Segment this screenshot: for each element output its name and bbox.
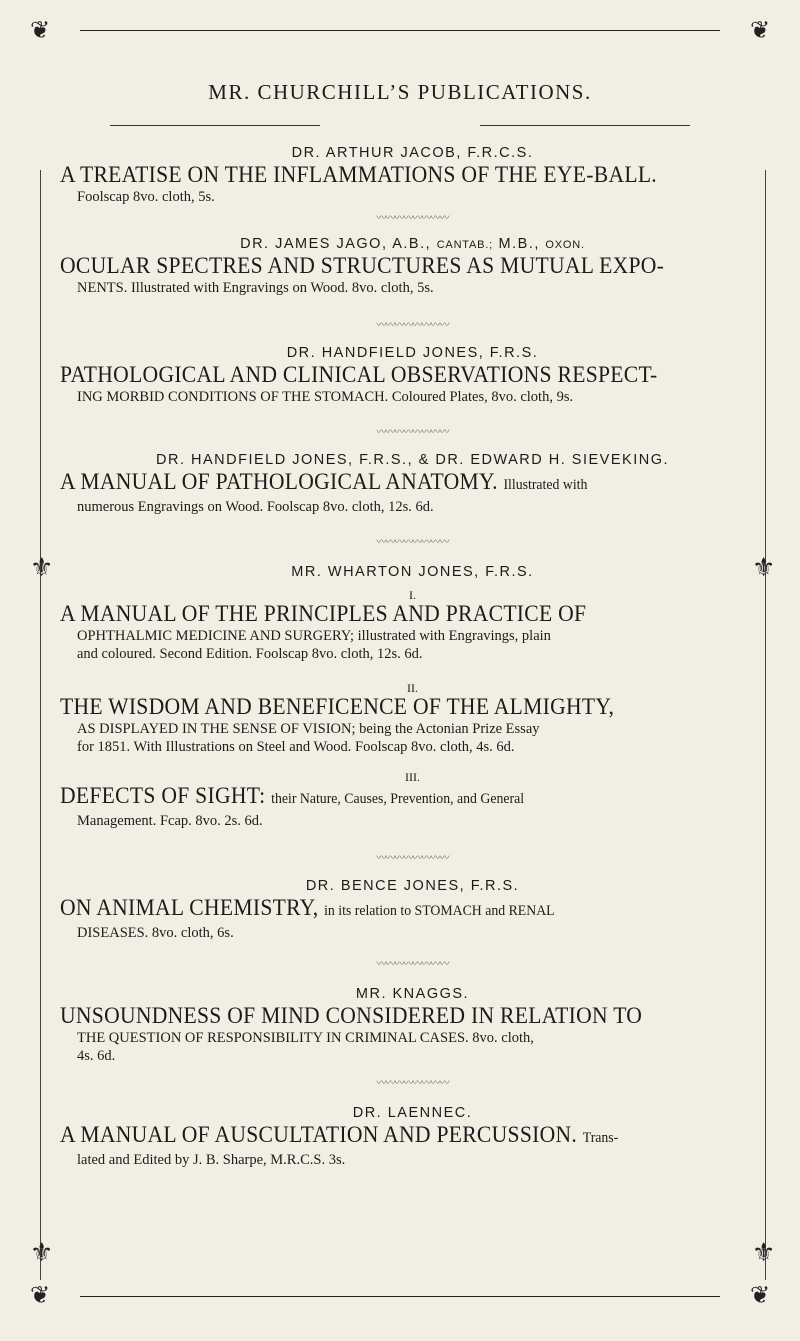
author-heading: MR. WHARTON JONES, F.R.S. <box>291 564 534 580</box>
book-title: THE WISDOM AND BENEFICENCE OF THE ALMIGHTY, <box>60 694 615 720</box>
book-title: OCULAR SPECTRES AND STRUCTURES AS MUTUAL EXPO- <box>60 253 665 279</box>
book-title <box>60 896 709 924</box>
catalogue-list <box>60 145 765 1169</box>
separator-ornament: 〰〰〰〰〰〰〰〰 <box>376 320 449 331</box>
book-title-rest: Trans- <box>582 1130 619 1146</box>
separator-ornament: 〰〰〰〰〰〰〰〰 <box>376 853 449 864</box>
book-details: AS DISPLAYED IN THE SENSE OF VISION; being the Actonian Prize Essay <box>77 721 540 737</box>
book-details: lated and Edited by J. B. Sharpe, M.R.C.S. 3s. <box>77 1152 346 1168</box>
book-details: THE QUESTION OF RESPONSIBILITY IN CRIMINAL CASES. 8vo. cloth, <box>77 1030 534 1046</box>
book-details: ING MORBID CONDITIONS OF THE STOMACH. Coloured Plates, 8vo. cloth, 9s. <box>77 389 574 405</box>
author-heading: DR. HANDFIELD JONES, F.R.S. <box>286 345 539 361</box>
bottom-right-flourish: ❦ <box>750 1281 771 1309</box>
book-details: 4s. 6d. <box>77 1048 116 1064</box>
separator-ornament: 〰〰〰〰〰〰〰〰 <box>376 537 449 548</box>
book-title: A TREATISE ON THE INFLAMMATIONS OF THE EYE-BALL. <box>60 162 657 188</box>
separator-ornament: 〰〰〰〰〰〰〰〰 <box>376 427 449 438</box>
right-mid-flourish: ⚜ <box>752 553 776 583</box>
book-title-rest: Illustrated with <box>503 477 588 493</box>
book-title: A MANUAL OF THE PRINCIPLES AND PRACTICE OF <box>60 601 587 627</box>
author-heading: DR. LAENNEC. <box>352 1105 473 1121</box>
top-left-flourish: ❦ <box>30 16 51 44</box>
separator-ornament: 〰〰〰〰〰〰〰〰 <box>376 1078 449 1089</box>
author-name: DR. JAMES JAGO, A.B., <box>240 236 432 252</box>
bottom-border-rule <box>80 1296 720 1297</box>
book-title-main: DEFECTS OF SIGHT: <box>60 783 266 809</box>
separator-ornament: 〰〰〰〰〰〰〰〰 <box>376 213 449 224</box>
book-details: OPHTHALMIC MEDICINE AND SURGERY; illustrated with Engravings, plain <box>77 628 551 644</box>
book-details: for 1851. With Illustrations on Steel and Wood. Foolscap 8vo. cloth, 4s. 6d. <box>77 739 515 755</box>
right-border-line <box>765 170 766 1280</box>
book-title: UNSOUNDNESS OF MIND CONSIDERED IN RELATION TO <box>60 1003 643 1029</box>
book-details: Management. Fcap. 8vo. 2s. 6d. <box>77 813 263 829</box>
book-details: numerous Engravings on Wood. Foolscap 8vo. cloth, 12s. 6d. <box>77 499 434 515</box>
page-header: MR. CHURCHILL’S PUBLICATIONS. <box>208 80 592 104</box>
author-degree: OXON. <box>545 239 585 251</box>
entry-laennec <box>60 1105 765 1169</box>
author-heading: DR. ARTHUR JACOB, F.R.C.S. <box>291 145 534 161</box>
entry-jago <box>60 236 765 333</box>
book-title-main: A MANUAL OF PATHOLOGICAL ANATOMY. <box>60 469 498 495</box>
top-border-rule <box>80 30 720 31</box>
bottom-left-flourish: ❦ <box>30 1281 51 1309</box>
book-title-rest: in its relation to STOMACH and RENAL <box>324 903 555 919</box>
book-details: DISEASES. 8vo. cloth, 6s. <box>77 925 234 941</box>
left-mid-flourish: ⚜ <box>30 553 54 583</box>
numeral: I. <box>409 588 416 602</box>
book-details: NENTS. Illustrated with Engravings on Wood. 8vo. cloth, 5s. <box>77 280 434 296</box>
header-rule-right <box>480 125 690 126</box>
entry-handfield-jones <box>60 345 765 440</box>
entry-jacob <box>60 145 765 226</box>
book-title-main: ON ANIMAL CHEMISTRY, <box>60 895 319 921</box>
book-title <box>60 784 709 812</box>
author-degree-main: M.B., <box>498 236 540 252</box>
book-title-rest: their Nature, Causes, Prevention, and General <box>271 791 525 807</box>
header-rule-left <box>110 125 320 126</box>
separator-ornament: 〰〰〰〰〰〰〰〰 <box>376 959 449 970</box>
top-right-flourish: ❦ <box>750 16 771 44</box>
book-title-main: A MANUAL OF AUSCULTATION AND PERCUSSION. <box>60 1122 578 1148</box>
author-heading: DR. BENCE JONES, F.R.S. <box>305 878 520 894</box>
left-border-line <box>40 170 41 1280</box>
book-title <box>60 470 709 498</box>
author-heading <box>60 236 765 254</box>
left-low-flourish: ⚜ <box>30 1238 54 1268</box>
author-heading: DR. HANDFIELD JONES, F.R.S., & DR. EDWARD H. SIEVEKING. <box>156 452 669 468</box>
entry-bence-jones <box>60 878 765 972</box>
book-details: and coloured. Second Edition. Foolscap 8vo. cloth, 12s. 6d. <box>77 646 423 662</box>
book-title <box>60 1123 709 1151</box>
right-low-flourish: ⚜ <box>752 1238 776 1268</box>
numeral: II. <box>407 681 418 695</box>
entry-knaggs <box>60 986 765 1091</box>
numeral: III. <box>405 770 420 784</box>
entry-wharton-jones <box>60 564 765 866</box>
author-heading: MR. KNAGGS. <box>355 986 470 1002</box>
entry-jones-sieveking <box>60 452 765 550</box>
author-degree: CANTAB.; <box>436 239 494 251</box>
book-title: PATHOLOGICAL AND CLINICAL OBSERVATIONS RESPECT- <box>60 362 658 388</box>
book-details: Foolscap 8vo. cloth, 5s. <box>77 189 215 205</box>
